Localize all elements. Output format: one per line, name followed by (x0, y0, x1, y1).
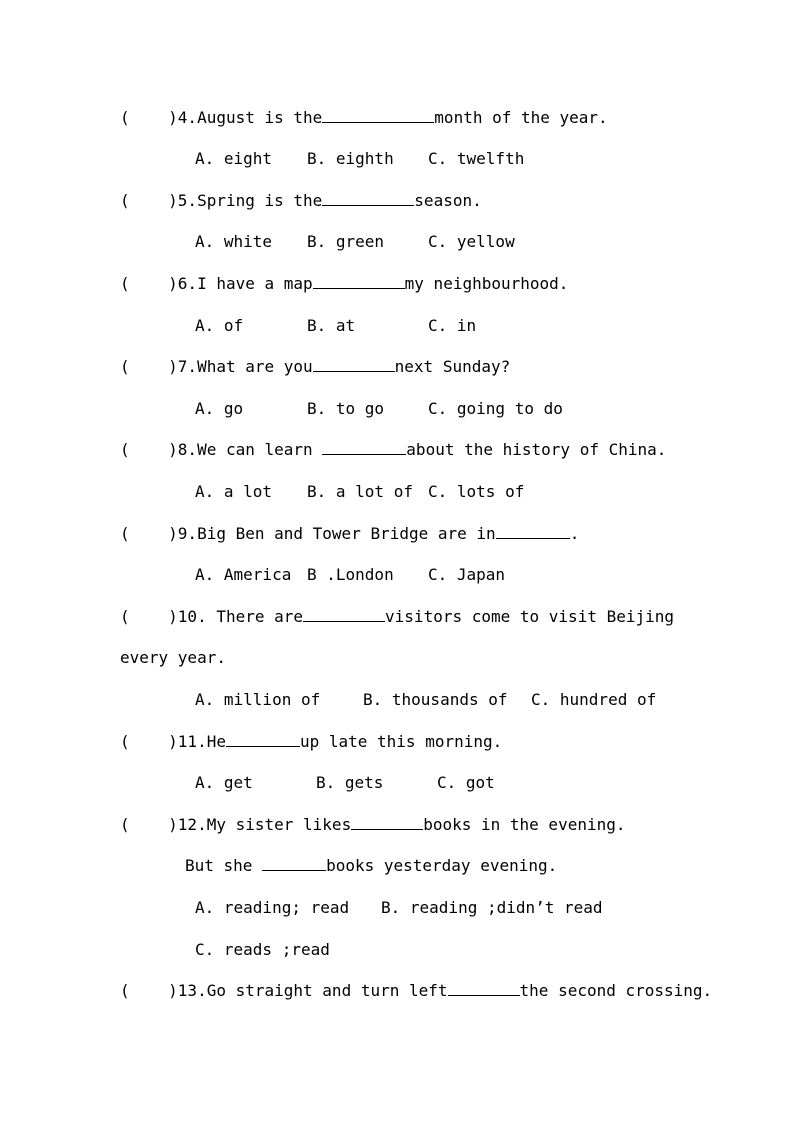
answer-blank (322, 108, 434, 123)
question-12-second-line: But she books yesterday evening. (185, 856, 558, 875)
q4-option-b: B. eighth (307, 149, 394, 168)
answer-paren: ( ) (120, 440, 178, 459)
answer-paren: ( ) (120, 524, 178, 543)
q4-option-a: A. eight (195, 149, 273, 168)
question-9-stem: ( )9.Big Ben and Tower Bridge are in . (120, 524, 580, 543)
q8-option-a: A. a lot (195, 482, 273, 501)
q9-option-a: A. America (195, 565, 292, 584)
q12-option-a: A. reading; read (195, 898, 350, 917)
q10-option-b: B. thousands of (363, 690, 508, 709)
q7-option-c: C. going to do (428, 399, 563, 418)
answer-blank (226, 732, 300, 747)
q8-option-c: C. lots of (428, 482, 525, 501)
answer-blank (496, 524, 570, 539)
q9-option-b: B .London (307, 565, 394, 584)
question-5-stem: ( )5.Spring is the season. (120, 191, 482, 210)
answer-blank (303, 607, 385, 622)
q12-option-b: B. reading ;didn’t read (381, 898, 603, 917)
q11-option-a: A. get (195, 773, 253, 792)
answer-blank (313, 357, 395, 372)
q11-option-c: C. got (437, 773, 495, 792)
q7-option-b: B. to go (307, 399, 385, 418)
q10-option-c: C. hundred of (531, 690, 657, 709)
q7-option-a: A. go (195, 399, 244, 418)
answer-paren: ( ) (120, 274, 178, 293)
answer-paren: ( ) (120, 732, 178, 751)
question-6-stem: ( )6.I have a map my neighbourhood. (120, 274, 569, 293)
question-13-stem: ( )13.Go straight and turn left the second crossing. (120, 981, 713, 1000)
q5-option-b: B. green (307, 232, 385, 251)
answer-blank (448, 981, 520, 996)
q6-option-b: B. at (307, 316, 356, 335)
question-7-stem: ( )7.What are you next Sunday? (120, 357, 511, 376)
question-12-stem: ( )12.My sister likes books in the evening. (120, 815, 626, 834)
answer-blank (313, 274, 405, 289)
answer-paren: ( ) (120, 607, 178, 626)
q11-option-b: B. gets (316, 773, 384, 792)
answer-paren: ( ) (120, 357, 178, 376)
q6-option-a: A. of (195, 316, 244, 335)
answer-paren: ( ) (120, 981, 178, 1000)
q9-option-c: C. Japan (428, 565, 506, 584)
question-11-stem: ( )11.He up late this morning. (120, 732, 503, 751)
q4-option-c: C. twelfth (428, 149, 525, 168)
answer-blank (322, 191, 414, 206)
q6-option-c: C. in (428, 316, 477, 335)
question-10-stem: ( )10. There are visitors come to visit Beijing (120, 607, 675, 626)
answer-paren: ( ) (120, 108, 178, 127)
q5-option-a: A. white (195, 232, 273, 251)
question-4-stem: ( )4.August is the month of the year. (120, 108, 608, 127)
question-8-stem: ( )8.We can learn about the history of China. (120, 440, 667, 459)
answer-paren: ( ) (120, 815, 178, 834)
q10-option-a: A. million of (195, 690, 321, 709)
q8-option-b: B. a lot of (307, 482, 413, 501)
answer-paren: ( ) (120, 191, 178, 210)
question-10-continuation: every year. (120, 648, 226, 667)
answer-blank (262, 856, 326, 871)
answer-blank (322, 440, 406, 455)
q5-option-c: C. yellow (428, 232, 515, 251)
q12-option-c: C. reads ;read (195, 940, 330, 959)
answer-blank (351, 815, 423, 830)
